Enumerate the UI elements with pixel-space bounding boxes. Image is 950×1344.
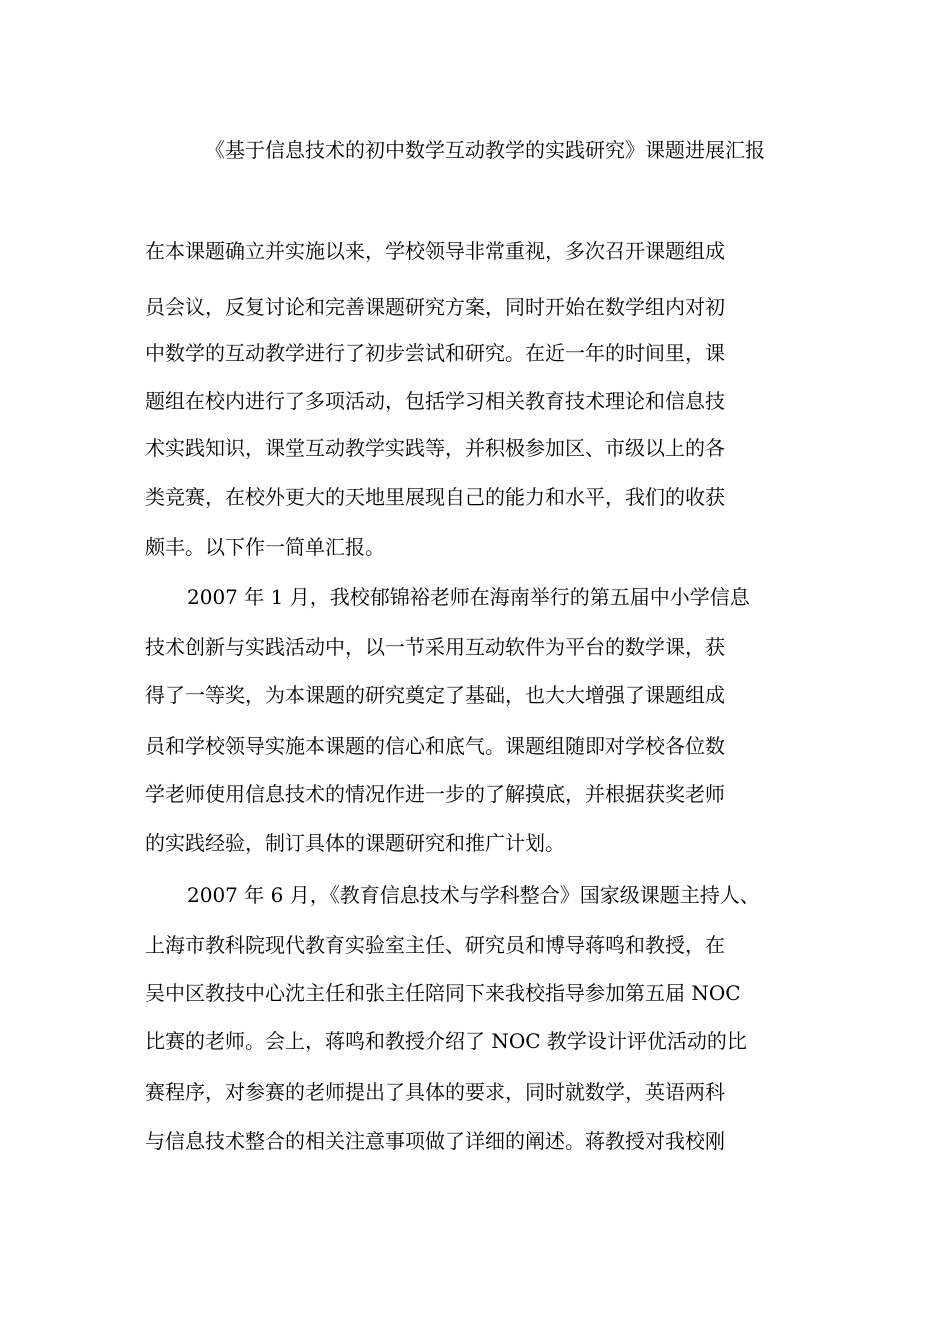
paragraph-1-line-1: 在本课题确立并实施以来，学校领导非常重视，多次召开课题组成 bbox=[145, 239, 725, 263]
paragraph-2-line-5: 学老师使用信息技术的情况作进一步的了解摸底，并根据获奖老师 bbox=[145, 782, 725, 806]
paragraph-2-line-4: 员和学校领导实施本课题的信心和底气。课题组随即对学校各位数 bbox=[145, 734, 725, 758]
paragraph-3-line-3: 吴中区教技中心沈主任和张主任陪同下来我校指导参加第五届 NOC bbox=[145, 981, 741, 1005]
paragraph-3-line-5: 赛程序，对参赛的老师提出了具体的要求，同时就数学，英语两科 bbox=[145, 1080, 725, 1104]
paragraph-1-line-7: 颇丰。以下作一简单汇报。 bbox=[145, 535, 385, 559]
document-title: 《基于信息技术的初中数学互动教学的实践研究》课题进展汇报 bbox=[205, 138, 765, 162]
paragraph-1-line-4: 题组在校内进行了多项活动，包括学习相关教育技术理论和信息技 bbox=[145, 389, 725, 413]
paragraph-3-line-2: 上海市教科院现代教育实验室主任、研究员和博导蒋鸣和教授，在 bbox=[145, 933, 725, 957]
paragraph-2-line-6: 的实践经验，制订具体的课题研究和推广计划。 bbox=[145, 831, 565, 855]
paragraph-1-line-3: 中数学的互动教学进行了初步尝试和研究。在近一年的时间里，课 bbox=[145, 341, 725, 365]
paragraph-3-line-6: 与信息技术整合的相关注意事项做了详细的阐述。蒋教授对我校刚 bbox=[145, 1129, 725, 1153]
paragraph-3-line-1: 2007 年 6 月，《教育信息技术与学科整合》国家级课题主持人、 bbox=[187, 883, 760, 907]
paragraph-2-line-2: 技术创新与实践活动中，以一节采用互动软件为平台的数学课，获 bbox=[145, 635, 725, 659]
paragraph-1-line-6: 类竞赛，在校外更大的天地里展现自己的能力和水平，我们的收获 bbox=[145, 485, 725, 509]
paragraph-1-line-5: 术实践知识，课堂互动教学实践等，并积极参加区、市级以上的各 bbox=[145, 436, 725, 460]
paragraph-2-line-1: 2007 年 1 月，我校郁锦裕老师在海南举行的第五届中小学信息 bbox=[187, 585, 750, 609]
paragraph-2-line-3: 得了一等奖，为本课题的研究奠定了基础，也大大增强了课题组成 bbox=[145, 683, 725, 707]
paragraph-3-line-4: 比赛的老师。会上，蒋鸣和教授介绍了 NOC 教学设计评优活动的比 bbox=[145, 1029, 747, 1053]
paragraph-1-line-2: 员会议，反复讨论和完善课题研究方案，同时开始在数学组内对初 bbox=[145, 295, 725, 319]
